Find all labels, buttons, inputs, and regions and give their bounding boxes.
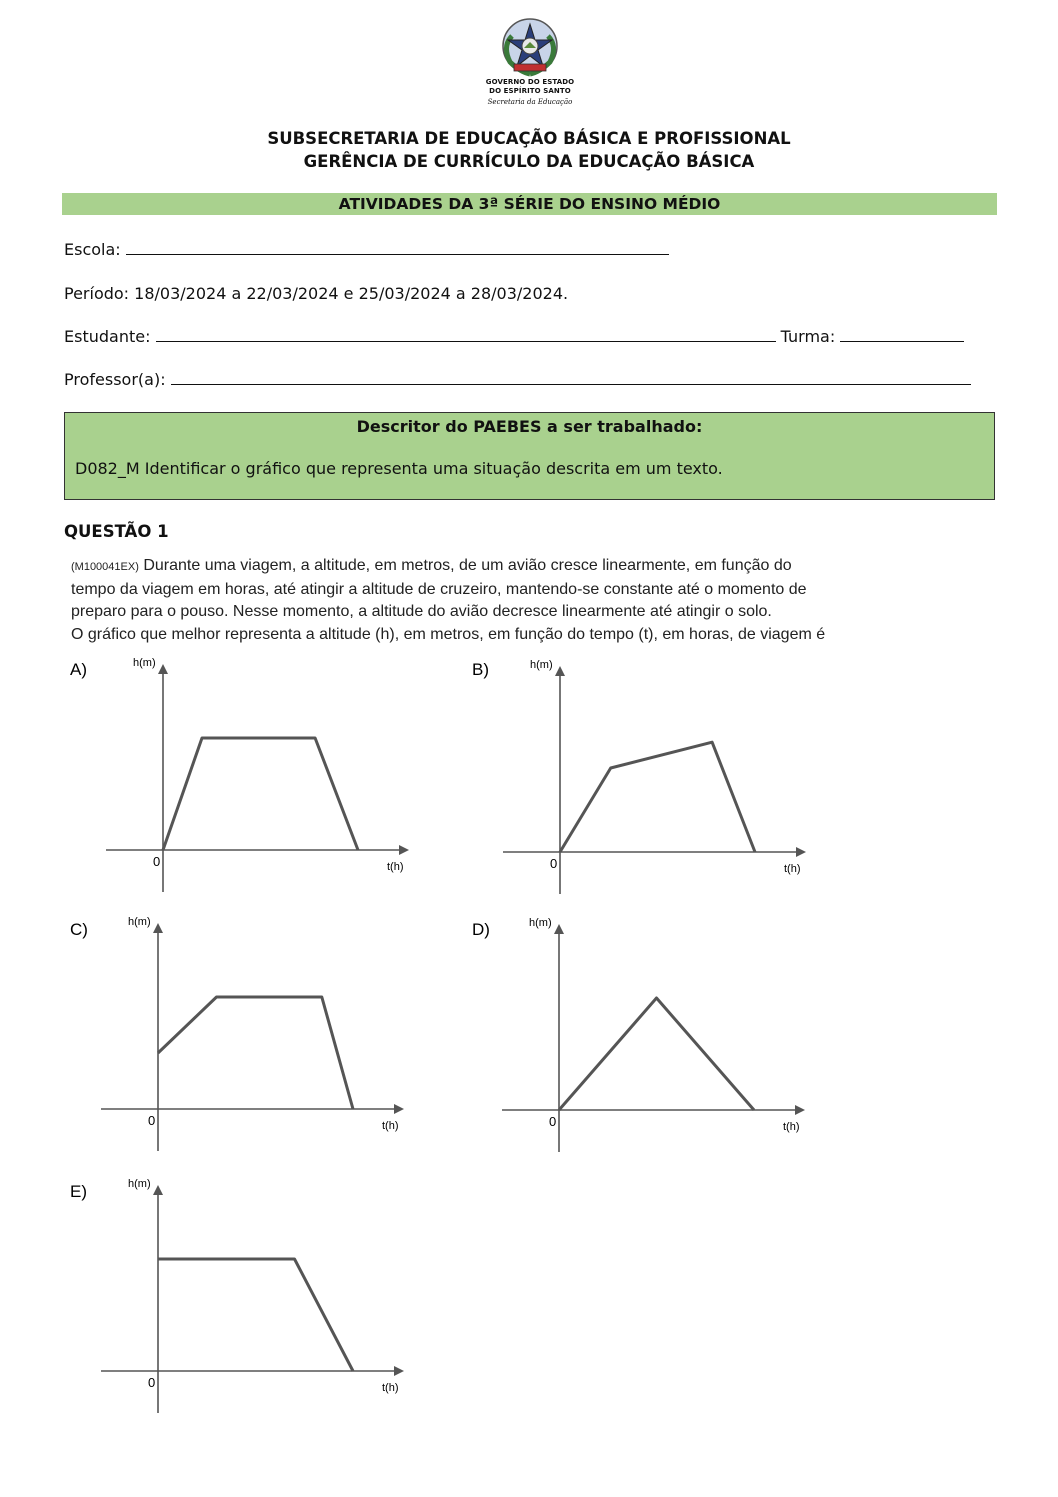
option-e-y-arrow: [153, 1185, 163, 1195]
descritor-text: D082_M Identificar o gráfico que representa uma situação descrita em um texto.: [75, 459, 723, 478]
header-title1: SUBSECRETARIA DE EDUCAÇÃO BÁSICA E PROFISSIONAL: [267, 129, 791, 148]
gov-line3: Secretaria da Educação: [487, 98, 573, 106]
option-a-x-arrow: [399, 845, 409, 855]
option-b-origin: 0: [550, 856, 558, 871]
activities-banner: ATIVIDADES DA 3ª SÉRIE DO ENSINO MÉDIO: [62, 193, 997, 215]
option-b-y-arrow: [555, 666, 565, 676]
option-a-y-arrow: [158, 664, 168, 674]
option-c-x-arrow: [394, 1104, 404, 1114]
estudante-label: Estudante:: [64, 327, 151, 346]
escola-label: Escola:: [64, 240, 121, 259]
option-e-label: E): [70, 1182, 87, 1201]
gov-line2: DO ESPÍRITO SANTO: [489, 87, 571, 95]
turma-label: Turma:: [780, 327, 836, 346]
option-e-ylabel: h(m): [128, 1178, 151, 1190]
option-c-series-line: [158, 997, 353, 1109]
option-a-label: A): [70, 660, 87, 679]
periodo-text: Período: 18/03/2024 a 22/03/2024 e 25/03/2024 a 28/03/2024.: [64, 284, 569, 303]
option-a-ylabel: h(m): [133, 657, 156, 669]
option-b-ylabel: h(m): [530, 659, 553, 671]
option-b-x-arrow: [796, 847, 806, 857]
question-line1-text: Durante uma viagem, a altitude, em metros, de um avião cresce linearmente, em função do: [138, 557, 792, 574]
gov-line1: GOVERNO DO ESTADO: [485, 78, 575, 86]
header-title2: GERÊNCIA DE CURRÍCULO DA EDUCAÇÃO BÁSICA: [303, 152, 755, 171]
option-c-y-arrow: [153, 923, 163, 933]
question-title: QUESTÃO 1: [64, 522, 169, 541]
option-e-x-arrow: [394, 1366, 404, 1376]
option-d-x-arrow: [795, 1105, 805, 1115]
option-e-origin: 0: [148, 1375, 156, 1390]
option-d-ylabel: h(m): [529, 917, 552, 929]
question-code: (M100041EX): [71, 561, 139, 573]
option-a-origin: 0: [153, 854, 161, 869]
option-e-xlabel: t(h): [382, 1382, 399, 1394]
option-c-xlabel: t(h): [382, 1120, 399, 1132]
option-e-series-line: [158, 1259, 353, 1371]
question-line4: O gráfico que melhor representa a altitude (h), em metros, em função do tempo (t), em horas, de viagem é: [71, 625, 826, 643]
option-d-label: D): [472, 920, 490, 939]
descritor-title: Descritor do PAEBES a ser trabalhado:: [356, 417, 703, 436]
question-line3: preparo para o pouso. Nesse momento, a altitude do avião decresce linearmente até atingir o solo.: [71, 603, 772, 620]
question-line2: tempo da viagem em horas, até atingir a altitude de cruzeiro, mantendo-se constante até o momento de: [71, 580, 807, 598]
professor-label: Professor(a):: [64, 370, 166, 389]
option-b-label: B): [472, 660, 489, 679]
option-b-series-line: [560, 742, 755, 852]
option-c-ylabel: h(m): [128, 916, 151, 928]
option-d-y-arrow: [554, 924, 564, 934]
option-d-series-line: [559, 998, 754, 1110]
option-c-origin: 0: [148, 1113, 156, 1128]
option-b-xlabel: t(h): [784, 863, 801, 875]
option-a-xlabel: t(h): [387, 861, 404, 873]
option-d-xlabel: t(h): [783, 1121, 800, 1133]
option-c-label: C): [70, 920, 88, 939]
option-d-origin: 0: [549, 1114, 557, 1129]
option-a-series-line: [163, 738, 358, 850]
